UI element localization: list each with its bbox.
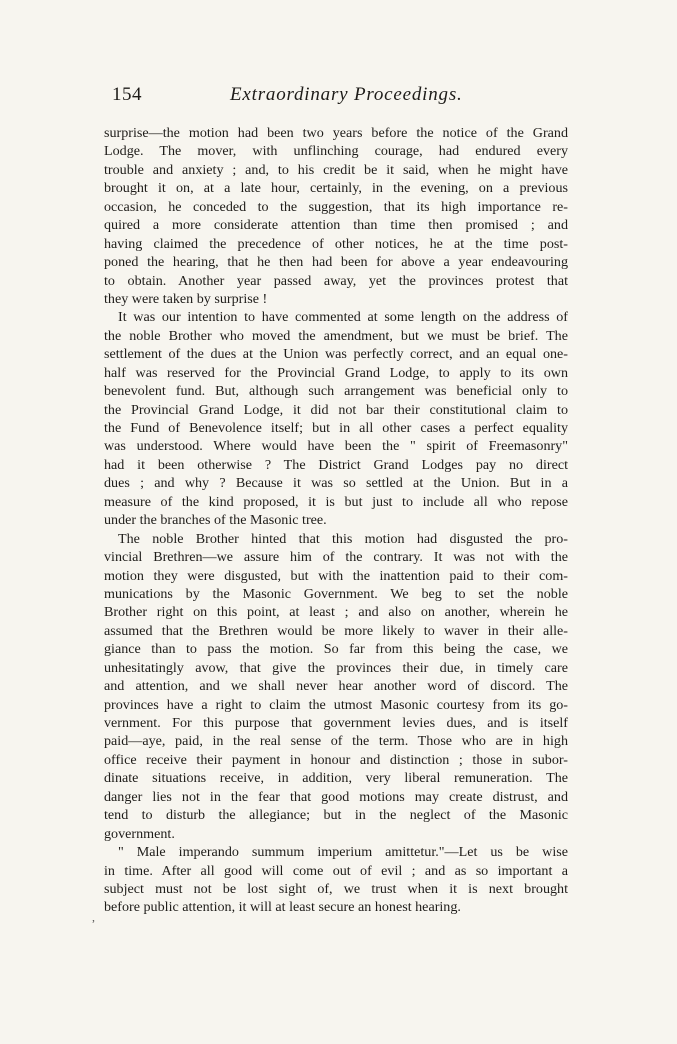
text-line: tend to disturb the allegiance; but in the neglect of the Masonic xyxy=(104,807,568,824)
text-line: before public attention, it will at least secure an honest hearing. xyxy=(104,899,461,916)
page-header xyxy=(112,84,572,114)
text-line: surprise—the motion had been two years before the notice of the Grand xyxy=(104,125,568,141)
margin-mark: , xyxy=(92,910,95,924)
text-line: benevolent fund. But, although such arrangement was beneficial only to xyxy=(104,383,568,400)
text-line: munications by the Masonic Government. We beg to set the noble xyxy=(104,585,568,602)
text-line: to obtain. Another year passed away, yet the provinces protest that xyxy=(104,272,568,289)
text-line: paid—aye, paid, in the real sense of the term. Those who are in high xyxy=(104,733,568,750)
text-line: had it been otherwise ? The District Grand Lodges pay no direct xyxy=(104,456,568,473)
text-line: trouble and anxiety ; and, to his credit be it said, when he might have xyxy=(104,161,568,178)
text-line: they were taken by surprise ! xyxy=(104,290,268,307)
text-line: measure of the kind proposed, it is but just to include all who repose xyxy=(104,493,568,510)
text-line: office receive their payment in honour and distinction ; those in subor- xyxy=(104,751,568,768)
text-line: government. xyxy=(104,825,175,842)
text-line: motion they were disgusted, but with the inattention paid to their com- xyxy=(104,567,568,584)
text-line: in time. After all good will come out of evil ; and as so important a xyxy=(104,862,568,879)
text-line: the noble Brother who moved the amendment, but we must be brief. The xyxy=(104,327,568,344)
text-line: assumed that the Brethren would be more likely to waver in their alle- xyxy=(104,622,568,639)
text-line: subject must not be lost sight of, we trust when it is next brought xyxy=(104,880,568,897)
text-line: quired a more considerate attention than time then promised ; and xyxy=(104,217,568,234)
text-line: giance than to pass the motion. So far from this being the case, we xyxy=(104,641,568,658)
text-line: dues ; and why ? Because it was so settled at the Union. But in a xyxy=(104,475,568,492)
text-line: " Male imperando summum imperium amittetur."—Let us be wise xyxy=(118,844,568,861)
text-line: Lodge. The mover, with unflinching courage, had endured every xyxy=(104,143,568,160)
text-line: danger lies not in the fear that good motions may create distrust, and xyxy=(104,788,568,805)
text-line: settlement of the dues at the Union was perfectly correct, and an equal one- xyxy=(104,346,568,363)
text-line: dinate situations receive, in addition, very liberal remuneration. The xyxy=(104,770,568,787)
text-line: unhesitatingly avow, that give the provinces their due, in timely care xyxy=(104,659,568,676)
text-line: Brother right on this point, at least ; and also on another, wherein he xyxy=(104,604,568,621)
running-title: Extraordinary Proceedings. xyxy=(230,84,463,105)
text-line: was understood. Where would have been the " spirit of Freemasonry" xyxy=(104,438,568,455)
text-line: and attention, and we shall never hear another word of discord. The xyxy=(104,678,568,695)
text-line: half was reserved for the Provincial Grand Lodge, to apply to its own xyxy=(104,364,568,381)
text-line: vernment. For this purpose that government levies dues, and is itself xyxy=(104,715,568,731)
text-line: brought it on, at a late hour, certainly, in the evening, on a previous xyxy=(104,180,568,197)
text-line: the Fund of Benevolence itself; but in all other cases a perfect equality xyxy=(104,420,568,436)
text-line: provinces have a right to claim the utmost Masonic courtesy from its go- xyxy=(104,696,568,713)
text-line: poned the hearing, that he then had been for above a year endeavouring xyxy=(104,254,568,271)
text-line: occasion, he conceded to the suggestion, that its high importance re- xyxy=(104,198,568,215)
text-line: having claimed the precedence of other notices, he at the time post- xyxy=(104,235,568,252)
text-line: the Provincial Grand Lodge, it did not bar their constitutional claim to xyxy=(104,401,568,418)
page-number: 154 xyxy=(112,84,142,105)
text-line: under the branches of the Masonic tree. xyxy=(104,512,327,529)
body-text xyxy=(104,124,568,917)
text-line: It was our intention to have commented at some length on the address of xyxy=(118,309,568,326)
text-line: vincial Brethren—we assure him of the contrary. It was not with the xyxy=(104,549,568,566)
text-line: The noble Brother hinted that this motion had disgusted the pro- xyxy=(118,530,568,547)
